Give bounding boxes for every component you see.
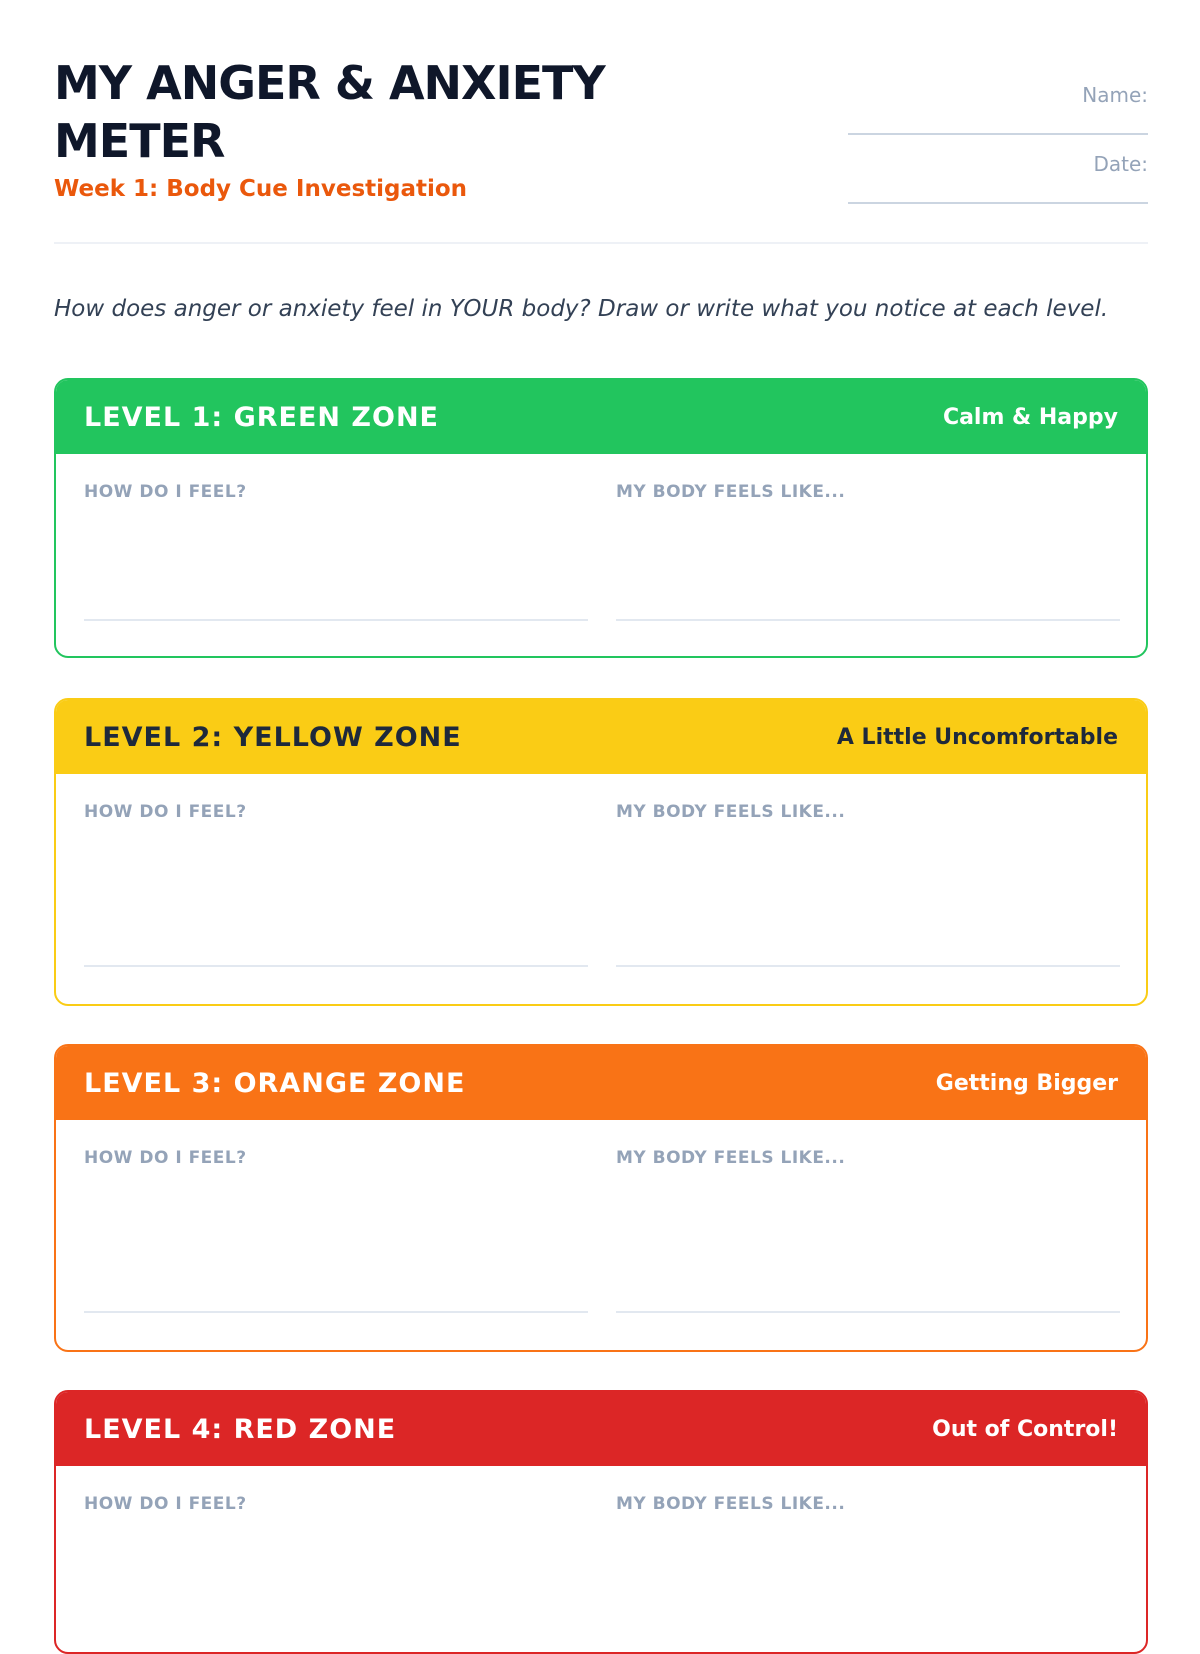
worksheet-header <box>54 0 1148 244</box>
body-label: MY BODY FEELS LIKE... <box>616 1148 846 1168</box>
name-field[interactable] <box>848 132 1148 135</box>
name-date-fields <box>848 80 1148 218</box>
zone-header <box>56 700 1146 774</box>
feel-answer-line[interactable] <box>84 1310 588 1313</box>
feel-answer-line[interactable] <box>84 618 588 621</box>
body-column <box>616 1148 1120 1168</box>
date-field[interactable] <box>848 201 1148 204</box>
instructions-text: How does anger or anxiety feel in YOUR body? Draw or write what you notice at each level. <box>54 296 1109 322</box>
body-answer-line[interactable] <box>616 1310 1120 1313</box>
feel-column <box>84 1494 588 1514</box>
zone-title: LEVEL 1: GREEN ZONE <box>84 401 439 433</box>
page-title: MY ANGER & ANXIETY METER <box>54 56 605 168</box>
body-column <box>616 1494 1120 1514</box>
zone-card-green <box>54 378 1148 658</box>
zone-description: Getting Bigger <box>935 1070 1118 1096</box>
feel-label: HOW DO I FEEL? <box>84 482 247 502</box>
feel-label: HOW DO I FEEL? <box>84 1148 247 1168</box>
body-answer-line[interactable] <box>616 618 1120 621</box>
feel-answer-line[interactable] <box>84 964 588 967</box>
zone-body <box>56 1120 1146 1168</box>
zone-description: A Little Uncomfortable <box>836 724 1118 750</box>
zone-body <box>56 774 1146 822</box>
zone-card-orange <box>54 1044 1148 1352</box>
zone-title: LEVEL 3: ORANGE ZONE <box>84 1067 466 1099</box>
body-column <box>616 482 1120 502</box>
zone-body <box>56 454 1146 502</box>
zone-description: Calm & Happy <box>942 404 1118 430</box>
date-label: Date: <box>1093 152 1148 176</box>
feel-column <box>84 802 588 822</box>
zone-card-red <box>54 1390 1148 1654</box>
body-label: MY BODY FEELS LIKE... <box>616 802 846 822</box>
zone-title: LEVEL 4: RED ZONE <box>84 1413 397 1445</box>
body-label: MY BODY FEELS LIKE... <box>616 482 846 502</box>
zone-description: Out of Control! <box>932 1416 1118 1442</box>
body-label: MY BODY FEELS LIKE... <box>616 1494 846 1514</box>
body-column <box>616 802 1120 822</box>
zone-body <box>56 1466 1146 1514</box>
zone-card-yellow <box>54 698 1148 1006</box>
zone-header <box>56 380 1146 454</box>
worksheet-page <box>54 0 1148 1514</box>
feel-label: HOW DO I FEEL? <box>84 1494 247 1514</box>
feel-column <box>84 1148 588 1168</box>
page-subtitle: Week 1: Body Cue Investigation <box>54 176 468 202</box>
zone-title: LEVEL 2: YELLOW ZONE <box>84 721 462 753</box>
feel-column <box>84 482 588 502</box>
body-answer-line[interactable] <box>616 964 1120 967</box>
feel-label: HOW DO I FEEL? <box>84 802 247 822</box>
zone-header <box>56 1392 1146 1466</box>
name-label: Name: <box>1082 83 1148 107</box>
zone-header <box>56 1046 1146 1120</box>
